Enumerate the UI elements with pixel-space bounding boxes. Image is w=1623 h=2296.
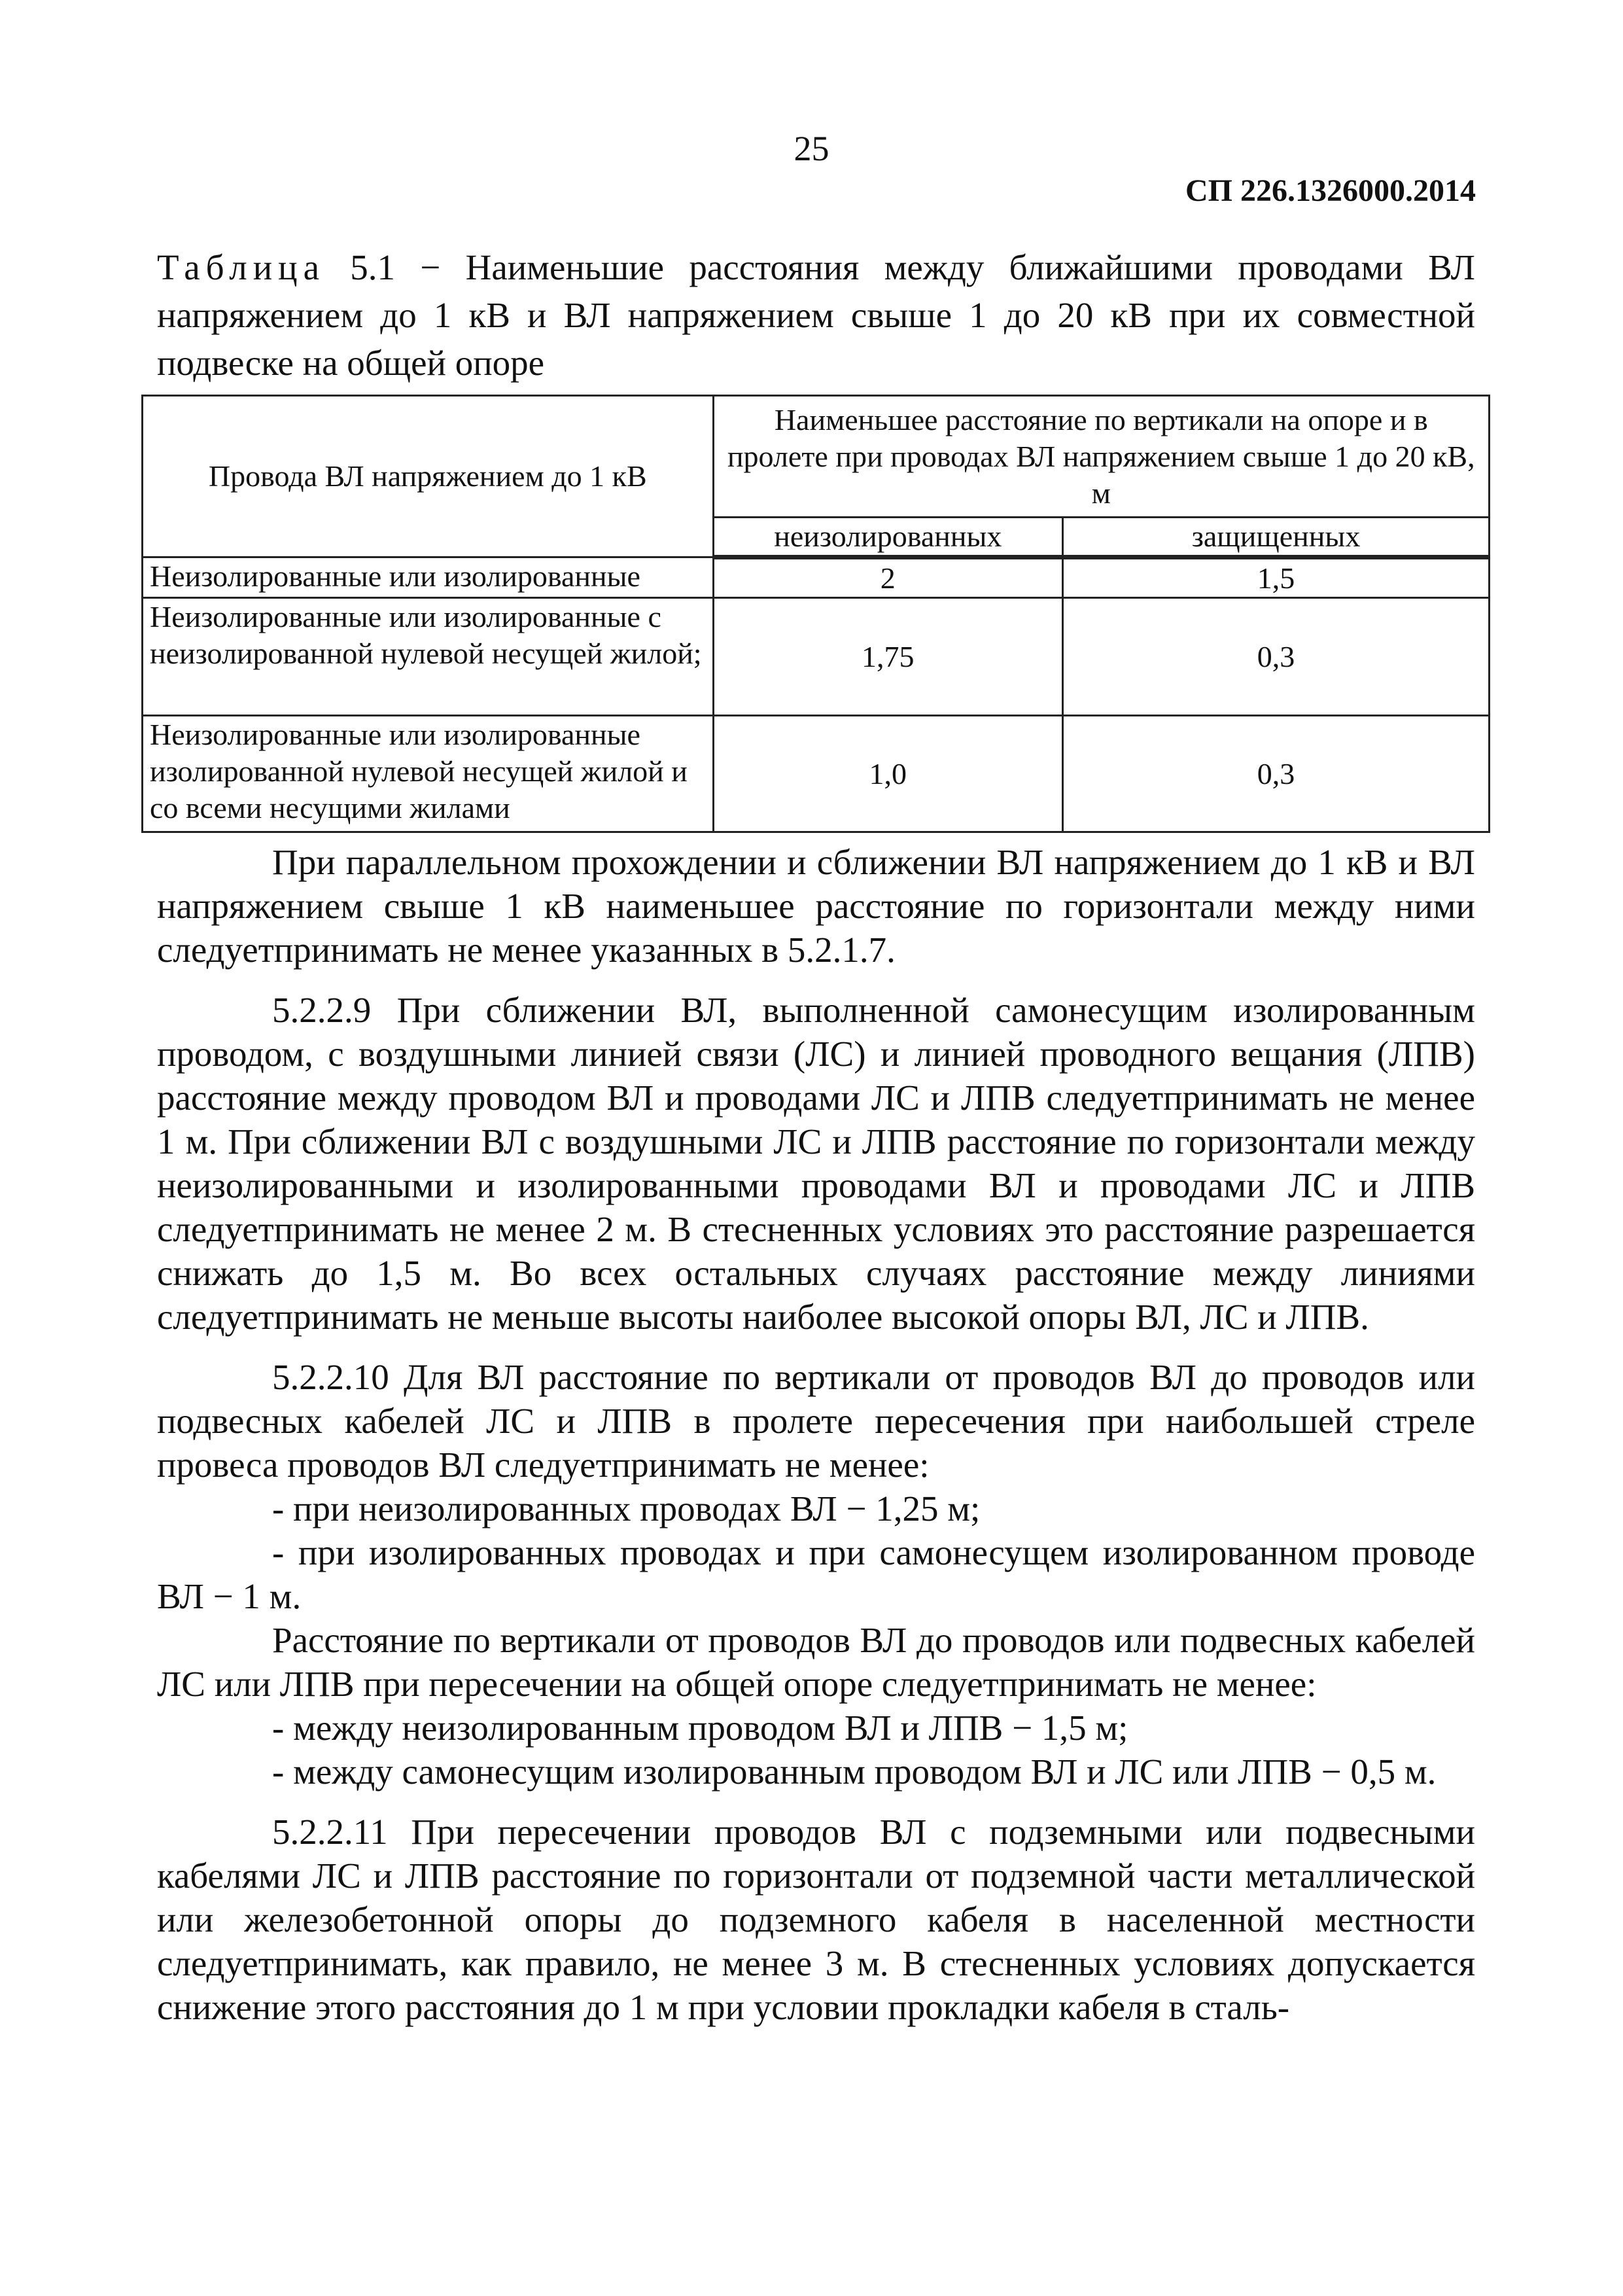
document-code: СП 226.1326000.2014 <box>1185 173 1476 208</box>
distance-table <box>141 395 1490 833</box>
table-row <box>143 716 1490 832</box>
table-caption-text: 5.1 − Наименьшие расстояния между ближайшими проводами ВЛ напряжением до 1 кВ и ВЛ напряжением свыше 1 до 20 кВ при их совместной подвеске на общей опоре <box>157 247 1475 383</box>
body-text <box>157 840 1475 2029</box>
page-number: 25 <box>794 129 829 168</box>
list-item: - между неизолированным проводом ВЛ и ЛПВ − 1,5 м; <box>272 1708 1128 1748</box>
paragraph-parallel-lines: При параллельном прохождении и сближении ВЛ напряжением до 1 кВ и ВЛ напряжением свыше 1 кВ наименьшее расстояние по горизонтали между ними следуетпринимать не менее указанных в 5.2.1.7. <box>157 842 1475 970</box>
paragraph-common-support: Расстояние по вертикали от проводов ВЛ до проводов или подвесных кабелей ЛС или ЛПВ при пересечении на общей опоре следуетпринимать не менее: <box>157 1620 1475 1704</box>
col-header-wires: Провода ВЛ напряжением до 1 кВ <box>143 396 714 557</box>
table-caption <box>157 243 1475 387</box>
list-item: - между самонесущим изолированным проводом ВЛ и ЛС или ЛПВ − 0,5 м. <box>272 1752 1437 1792</box>
paragraph-5-2-2-10: 5.2.2.10 Для ВЛ расстояние по вертикали от проводов ВЛ до проводов или подвесных кабелей ЛС и ЛПВ в пролете пересечения при наибольшей стреле провеса проводов ВЛ следуетпринимать не менее: <box>157 1357 1475 1485</box>
paragraph-5-2-2-9: 5.2.2.9 При сближении ВЛ, выполненной самонесущим изолированным проводом, с воздушными линией связи (ЛС) и линией проводного вещания (ЛПВ) расстояние между проводом ВЛ и проводами ЛС и ЛПВ следуетпринимать не менее 1 м. При сближении ВЛ с воздушными ЛС и ЛПВ расстояние по горизонтали между неизолированными и изолированными проводами ВЛ и проводами ЛС и ЛПВ следуетпринимать не менее 2 м. В стесненных условиях это расстояние разрешается снижать до 1,5 м. Во всех остальных случаях расстояние между линиями следуетпринимать не меньше высоты наиболее высокой опоры ВЛ, ЛС и ЛПВ. <box>157 990 1475 1337</box>
row-label: Неизолированные или изолированные изолированной нулевой несущей жилой и со всеми несущими жилами <box>143 716 714 832</box>
row-label: Неизолированные или изолированные <box>143 557 714 598</box>
paragraph-5-2-2-11: 5.2.2.11 При пересечении проводов ВЛ с подземными или подвесными кабелями ЛС и ЛПВ расстояние по горизонтали от подземной части металлической или железобетонной опоры до подземного кабеля в населенной местности следуетпринимать, как правило, не менее 3 м. В стесненных условиях допускается снижение этого расстояния до 1 м при условии прокладки кабеля в сталь- <box>157 1812 1475 2027</box>
list-item: - при изолированных проводах и при самонесущем изолированном проводе ВЛ − 1 м. <box>157 1532 1475 1616</box>
table-row <box>143 598 1490 716</box>
col-header-protected: защищенных <box>1063 518 1490 557</box>
row-value-protected: 0,3 <box>1063 716 1490 832</box>
row-value-uninsulated: 1,0 <box>713 716 1063 832</box>
row-label: Неизолированные или изолированные с неизолированной нулевой несущей жилой; <box>143 598 714 716</box>
col-header-uninsulated: неизолированных <box>713 518 1063 557</box>
table-caption-label: Таблица <box>157 247 325 287</box>
col-header-group: Наименьшее расстояние по вертикали на опоре и в пролете при проводах ВЛ напряжением свыше 1 до 20 кВ, м <box>713 396 1489 518</box>
list-item: - при неизолированных проводах ВЛ − 1,25 м; <box>272 1489 981 1528</box>
row-value-protected: 0,3 <box>1063 598 1490 716</box>
row-value-uninsulated: 1,75 <box>713 598 1063 716</box>
row-value-uninsulated: 2 <box>713 557 1063 598</box>
table-row <box>143 557 1490 598</box>
row-value-protected: 1,5 <box>1063 557 1490 598</box>
